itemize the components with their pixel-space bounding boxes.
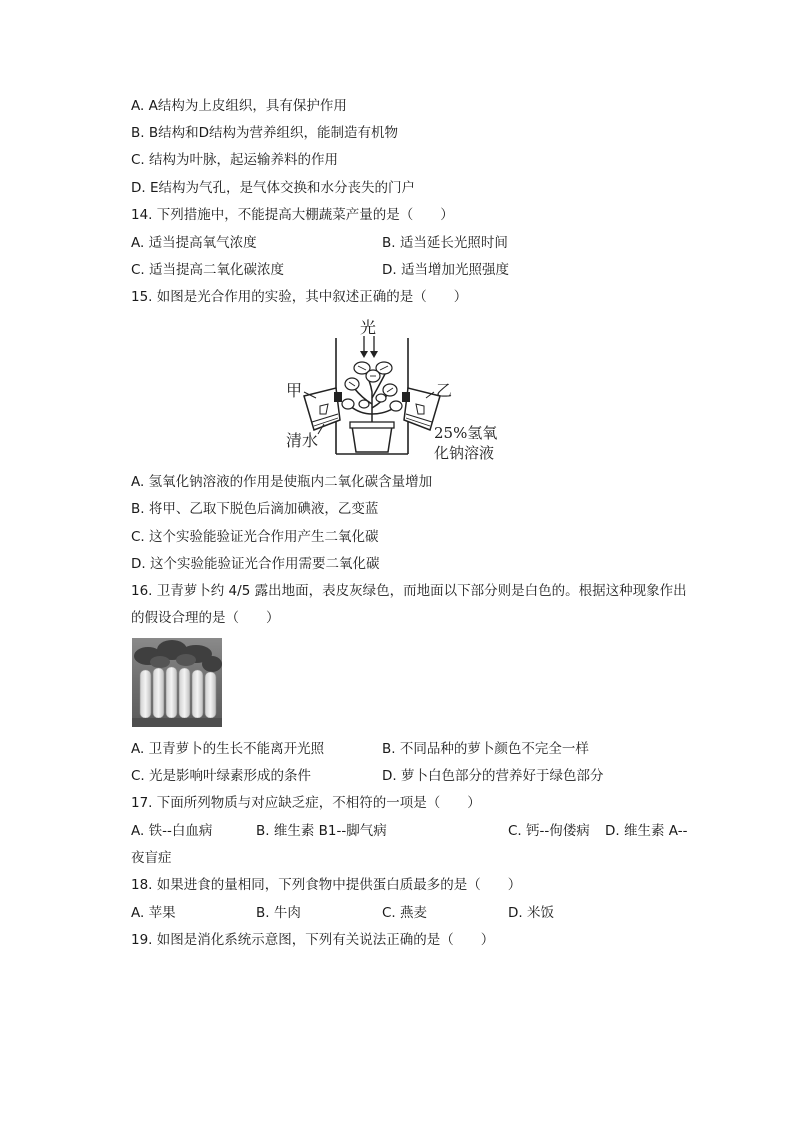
- yi-label: 乙: [436, 381, 453, 400]
- q18-option-b: B. 牛肉: [256, 905, 301, 921]
- jia-label: 甲: [286, 381, 303, 400]
- naoh-label-line1: 25%氢氧: [434, 424, 498, 442]
- light-label: 光: [360, 318, 377, 337]
- q15-option-d: D. 这个实验能验证光合作用需要二氧化碳: [131, 556, 380, 572]
- q18-option-d: D. 米饭: [508, 905, 554, 921]
- q16-option-d: D. 萝卜白色部分的营养好于绿色部分: [382, 768, 604, 784]
- q14-option-b: B. 适当延长光照时间: [382, 235, 508, 251]
- q16-option-b: B. 不同品种的萝卜颜色不完全一样: [382, 741, 589, 757]
- q17-option-d: D. 维生素 A--: [605, 823, 688, 839]
- q16-option-a: A. 卫青萝卜的生长不能离开光照: [131, 741, 325, 757]
- q15-option-a: A. 氢氧化钠溶液的作用是使瓶内二氧化碳含量增加: [131, 474, 433, 490]
- water-label: 清水: [286, 431, 319, 450]
- naoh-label-line2: 化钠溶液: [434, 444, 495, 462]
- photosynthesis-experiment-figure: [284, 318, 518, 464]
- q13-option-d: D. E结构为气孔，是气体交换和水分丧失的门户: [131, 180, 416, 196]
- q18-stem: 18. 如果进食的量相同，下列食物中提供蛋白质最多的是（ ）: [131, 877, 522, 893]
- q13-option-c: C. 结构为叶脉，起运输养料的作用: [131, 152, 339, 168]
- q16-stem-line1: 16. 卫青萝卜约 4/5 露出地面，表皮灰绿色，而地面以下部分则是白色的。根据这种现象作出: [131, 583, 687, 599]
- q18-option-c: C. 燕麦: [382, 905, 428, 921]
- q15-stem: 15. 如图是光合作用的实验，其中叙述正确的是（ ）: [131, 289, 468, 305]
- q17-stem: 17. 下面所列物质与对应缺乏症，不相符的一项是（ ）: [131, 795, 481, 811]
- q15-option-c: C. 这个实验能验证光合作用产生二氧化碳: [131, 529, 379, 545]
- q13-option-b: B. B结构和D结构为营养组织，能制造有机物: [131, 125, 399, 141]
- q14-stem: 14. 下列措施中，不能提高大棚蔬菜产量的是（ ）: [131, 207, 454, 223]
- q14-option-c: C. 适当提高二氧化碳浓度: [131, 262, 285, 278]
- q17-option-d-continued: 夜盲症: [131, 850, 172, 866]
- q16-option-c: C. 光是影响叶绿素形成的条件: [131, 768, 312, 784]
- q13-option-a: A. A结构为上皮组织，具有保护作用: [131, 98, 347, 114]
- q17-option-b: B. 维生素 B1--脚气病: [256, 823, 387, 839]
- q14-option-d: D. 适当增加光照强度: [382, 262, 509, 278]
- q17-option-a: A. 铁--白血病: [131, 823, 213, 839]
- radish-photo: [132, 638, 222, 727]
- q17-option-c: C. 钙--佝偻病: [508, 823, 590, 839]
- q19-stem: 19. 如图是消化系统示意图，下列有关说法正确的是（ ）: [131, 932, 495, 948]
- flower-pot: [350, 422, 394, 452]
- q14-option-a: A. 适当提高氧气浓度: [131, 235, 257, 251]
- q18-option-a: A. 苹果: [131, 905, 176, 921]
- q15-option-b: B. 将甲、乙取下脱色后滴加碘液，乙变蓝: [131, 501, 379, 517]
- q16-stem-line2: 的假设合理的是（ ）: [131, 610, 280, 626]
